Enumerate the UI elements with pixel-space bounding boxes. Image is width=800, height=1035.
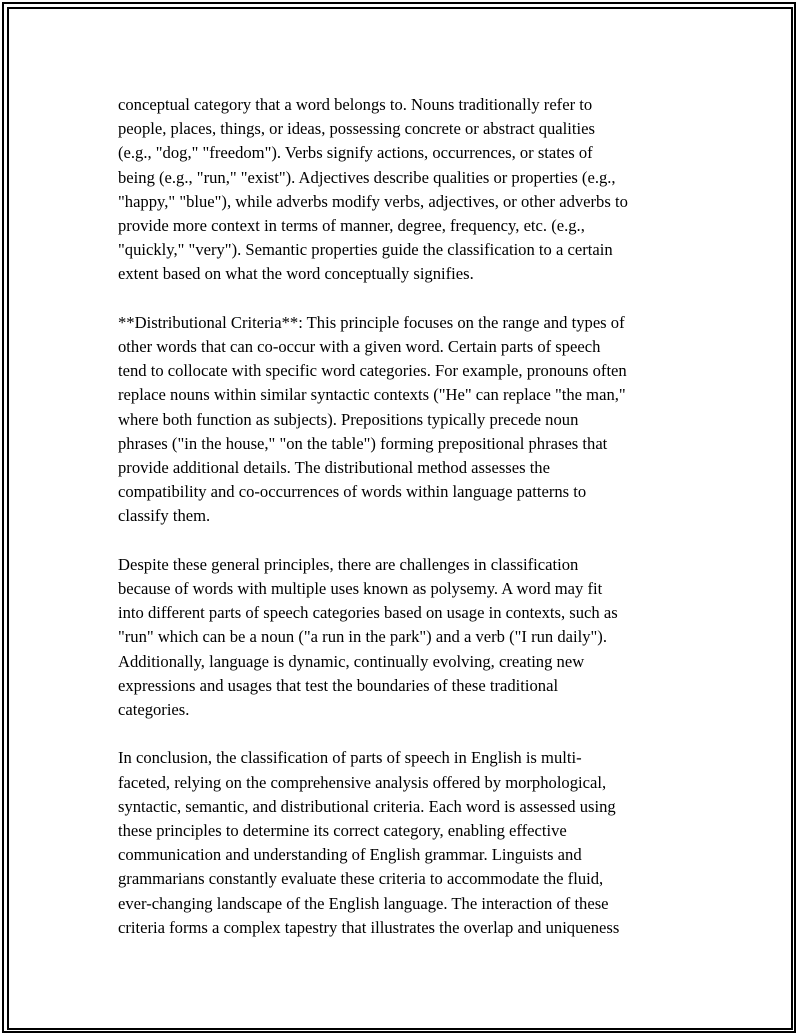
- text-line: In conclusion, the classification of parts of speech in English is multi-: [118, 748, 582, 768]
- text-line: "happy," "blue"), while adverbs modify verbs, adjectives, or other adverbs to: [118, 191, 628, 211]
- text-line: (e.g., "dog," "freedom"). Verbs signify actions, occurrences, or states of: [118, 143, 593, 163]
- text-line: compatibility and co-occurrences of words within language patterns to: [118, 482, 587, 502]
- paragraph-conclusion: [118, 746, 688, 940]
- text-line: communication and understanding of English grammar. Linguists and: [118, 845, 582, 865]
- text-line: grammarians constantly evaluate these criteria to accommodate the fluid,: [118, 869, 604, 889]
- text-line: these principles to determine its correct category, enabling effective: [118, 821, 567, 841]
- text-line: Despite these general principles, there are challenges in classification: [118, 554, 579, 574]
- paragraph-semantic-criteria: [118, 93, 688, 287]
- text-line: extent based on what the word conceptually signifies.: [118, 264, 474, 284]
- text-line: Additionally, language is dynamic, continually evolving, creating new: [118, 651, 585, 671]
- text-line: phrases ("in the house," "on the table") forming prepositional phrases that: [118, 433, 608, 453]
- text-line: other words that can co-occur with a given word. Certain parts of speech: [118, 337, 601, 357]
- text-line: classify them.: [118, 506, 211, 526]
- text-line: because of words with multiple uses known as polysemy. A word may fit: [118, 579, 603, 599]
- text-line: being (e.g., "run," "exist"). Adjectives describe qualities or properties (e.g.,: [118, 167, 616, 187]
- text-line: syntactic, semantic, and distributional criteria. Each word is assessed using: [118, 796, 616, 816]
- text-line: faceted, relying on the comprehensive analysis offered by morphological,: [118, 772, 607, 792]
- text-line: categories.: [118, 700, 190, 720]
- text-line: ever-changing landscape of the English language. The interaction of these: [118, 893, 609, 913]
- text-line: "run" which can be a noun ("a run in the park") and a verb ("I run daily").: [118, 627, 607, 647]
- text-line: **Distributional Criteria**: This principle focuses on the range and types of: [118, 312, 625, 332]
- text-line: into different parts of speech categories based on usage in contexts, such as: [118, 603, 618, 623]
- paragraph-classification-challenges: [118, 553, 688, 722]
- text-line: provide more context in terms of manner, degree, frequency, etc. (e.g.,: [118, 216, 585, 236]
- paragraph-distributional-criteria: [118, 311, 688, 529]
- text-line: criteria forms a complex tapestry that illustrates the overlap and uniqueness: [118, 917, 620, 937]
- text-line: where both function as subjects). Prepositions typically precede noun: [118, 409, 579, 429]
- text-line: "quickly," "very"). Semantic properties guide the classification to a certain: [118, 240, 613, 260]
- text-line: provide additional details. The distributional method assesses the: [118, 458, 550, 478]
- text-line: conceptual category that a word belongs to. Nouns traditionally refer to: [118, 95, 593, 114]
- text-line: tend to collocate with specific word categories. For example, pronouns often: [118, 361, 627, 381]
- text-line: expressions and usages that test the boundaries of these traditional: [118, 675, 559, 695]
- document-body: [118, 93, 688, 964]
- text-line: people, places, things, or ideas, possessing concrete or abstract qualities: [118, 119, 595, 139]
- text-line: replace nouns within similar syntactic contexts ("He" can replace "the man,": [118, 385, 626, 405]
